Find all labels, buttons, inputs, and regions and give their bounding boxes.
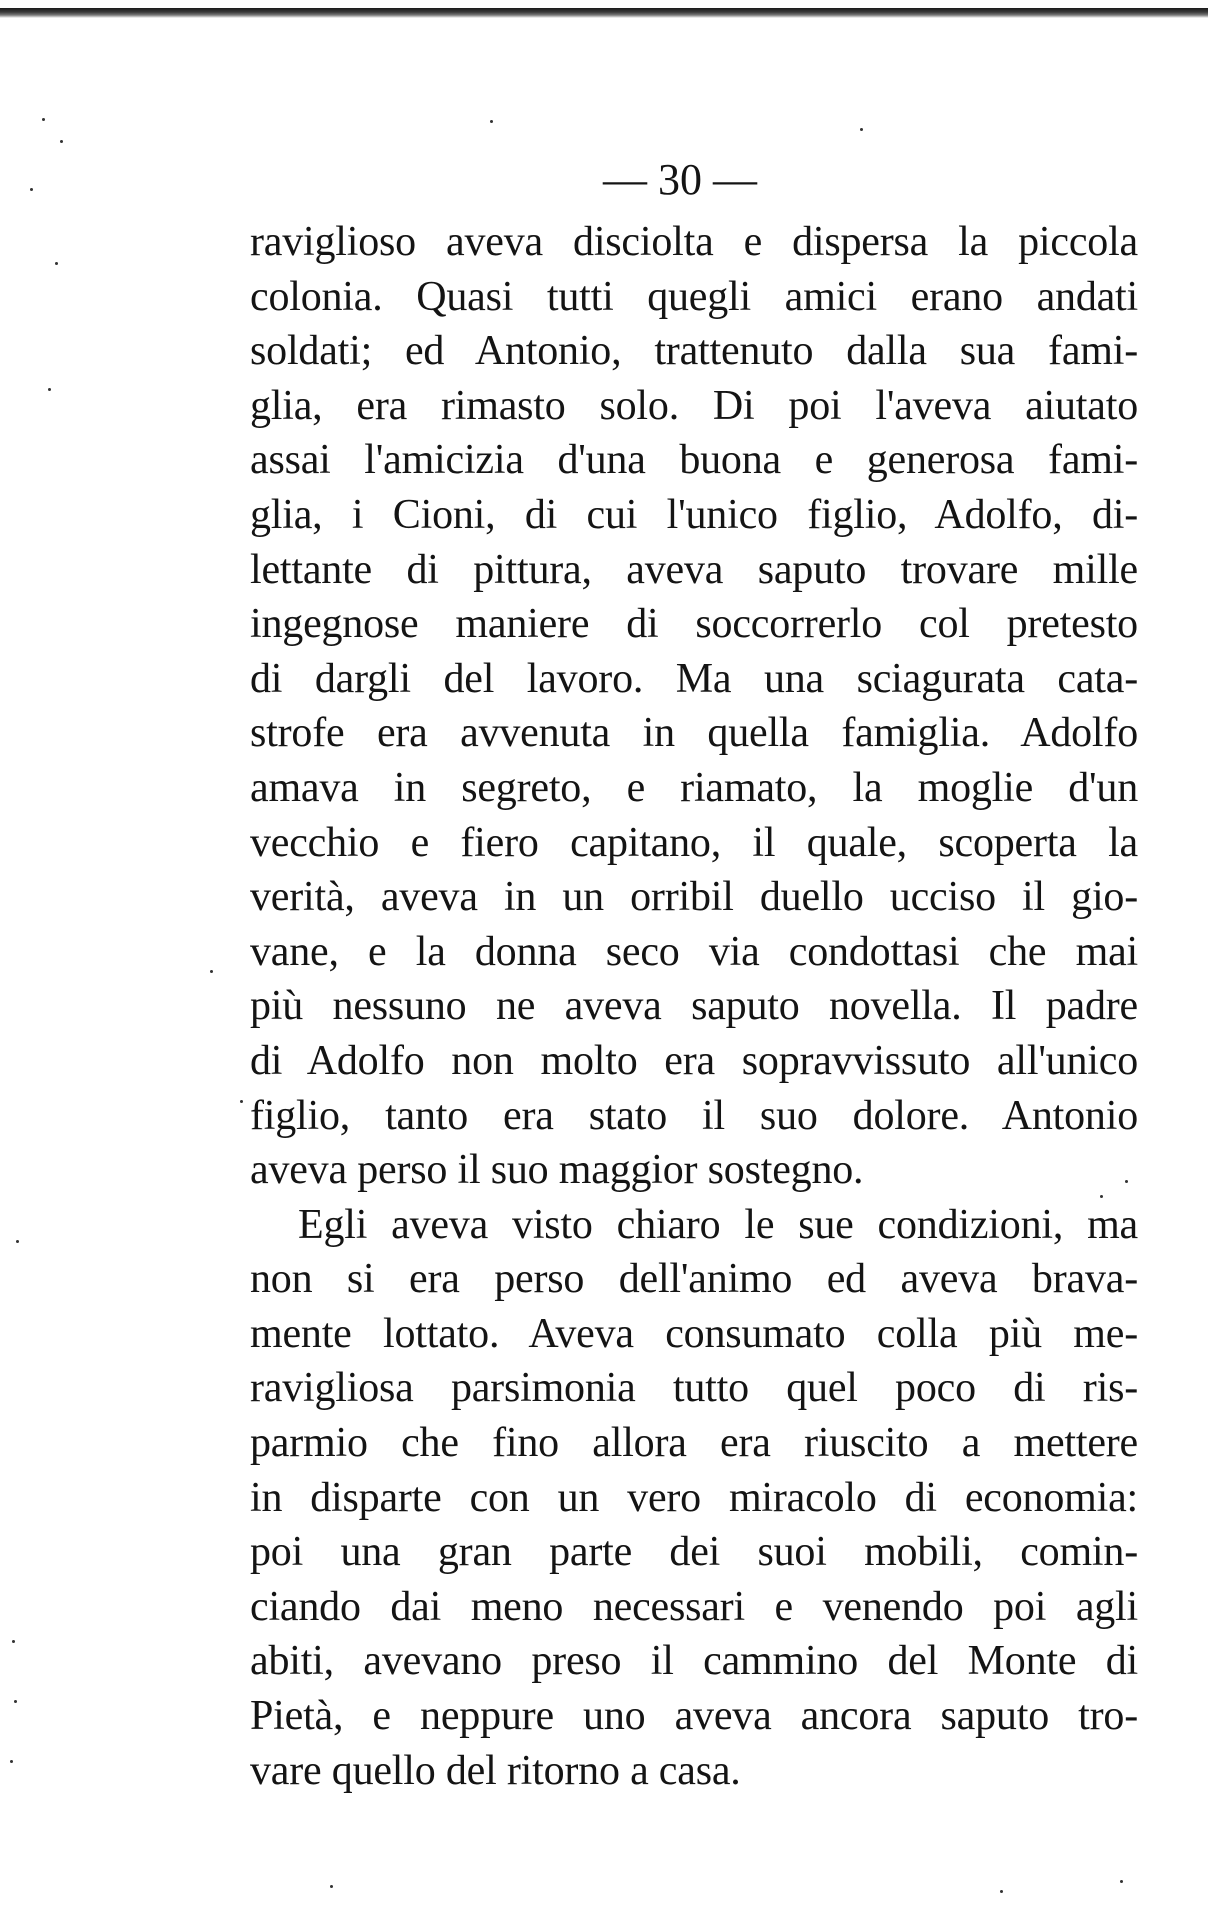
text-line: soldati; ed Antonio, trattenuto dalla sua fami-	[250, 328, 1138, 375]
text-line: abiti, avevano preso il cammino del Monte di	[250, 1638, 1138, 1685]
scan-speck	[55, 262, 58, 265]
scan-speck	[48, 388, 51, 391]
text-line: assai l'amicizia d'una buona e generosa fami-	[250, 437, 1138, 484]
scan-speck	[30, 188, 33, 191]
text-line: parmio che fino allora era riuscito a mettere	[250, 1420, 1138, 1467]
body-text	[250, 215, 1138, 1798]
text-line: più nessuno ne aveva saputo novella. Il padre	[250, 983, 1138, 1030]
text-line: ravigliosa parsimonia tutto quel poco di ris-	[250, 1365, 1138, 1412]
text-line-paragraph-start: Egli aveva visto chiaro le sue condizioni, ma	[298, 1201, 1138, 1248]
text-line-paragraph-end: vare quello del ritorno a casa.	[250, 1747, 741, 1794]
text-line: colonia. Quasi tutti quegli amici erano andati	[250, 273, 1138, 320]
text-line: strofe era avvenuta in quella famiglia. Adolfo	[250, 710, 1138, 757]
scan-speck	[16, 1240, 19, 1243]
scan-speck	[1000, 1890, 1003, 1893]
scan-speck	[1120, 1880, 1123, 1883]
text-line: in disparte con un vero miracolo di economia:	[250, 1474, 1138, 1521]
scan-speck	[42, 118, 45, 121]
text-line: lettante di pittura, aveva saputo trovare mille	[250, 546, 1138, 593]
text-line: amava in segreto, e riamato, la moglie d'un	[250, 764, 1138, 811]
scan-speck	[330, 1885, 333, 1888]
text-line: raviglioso aveva disciolta e dispersa la piccola	[250, 219, 1138, 265]
text-line: glia, i Cioni, di cui l'unico figlio, Adolfo, di-	[250, 491, 1138, 538]
text-line: di Adolfo non molto era sopravvissuto all'unico	[250, 1037, 1138, 1084]
text-line-paragraph-end: aveva perso il suo maggior sostegno.	[250, 1147, 864, 1194]
scan-speck	[1125, 1180, 1128, 1183]
scan-speck	[860, 128, 863, 131]
scan-speck	[14, 1700, 17, 1703]
text-line: vane, e la donna seco via condottasi che mai	[250, 928, 1138, 975]
text-line: poi una gran parte dei suoi mobili, comin-	[250, 1529, 1138, 1576]
scan-speck	[490, 120, 493, 123]
text-line: ciando dai meno necessari e venendo poi agli	[250, 1583, 1138, 1630]
text-line: verità, aveva in un orribil duello ucciso il gio-	[250, 874, 1138, 921]
text-line: mente lottato. Aveva consumato colla più me-	[250, 1310, 1138, 1357]
top-edge-rule	[0, 8, 1208, 18]
scan-speck	[1100, 1195, 1103, 1198]
scan-speck	[10, 1760, 13, 1763]
text-line: glia, era rimasto solo. Di poi l'aveva aiutato	[250, 382, 1138, 429]
scan-speck	[210, 970, 213, 973]
page-number: — 30 —	[603, 155, 757, 204]
text-line: non si era perso dell'animo ed aveva brava-	[250, 1256, 1138, 1303]
text-line: figlio, tanto era stato il suo dolore. Antonio	[250, 1092, 1138, 1139]
text-line: ingegnose maniere di soccorrerlo col pretesto	[250, 601, 1138, 648]
text-line: di dargli del lavoro. Ma una sciagurata cata-	[250, 655, 1138, 702]
text-line: vecchio e fiero capitano, il quale, scoperta la	[250, 819, 1138, 866]
scan-speck	[60, 140, 63, 143]
scan-speck	[12, 1640, 15, 1643]
scan-speck	[240, 1100, 243, 1103]
text-line: Pietà, e neppure uno aveva ancora saputo tro-	[250, 1693, 1138, 1740]
